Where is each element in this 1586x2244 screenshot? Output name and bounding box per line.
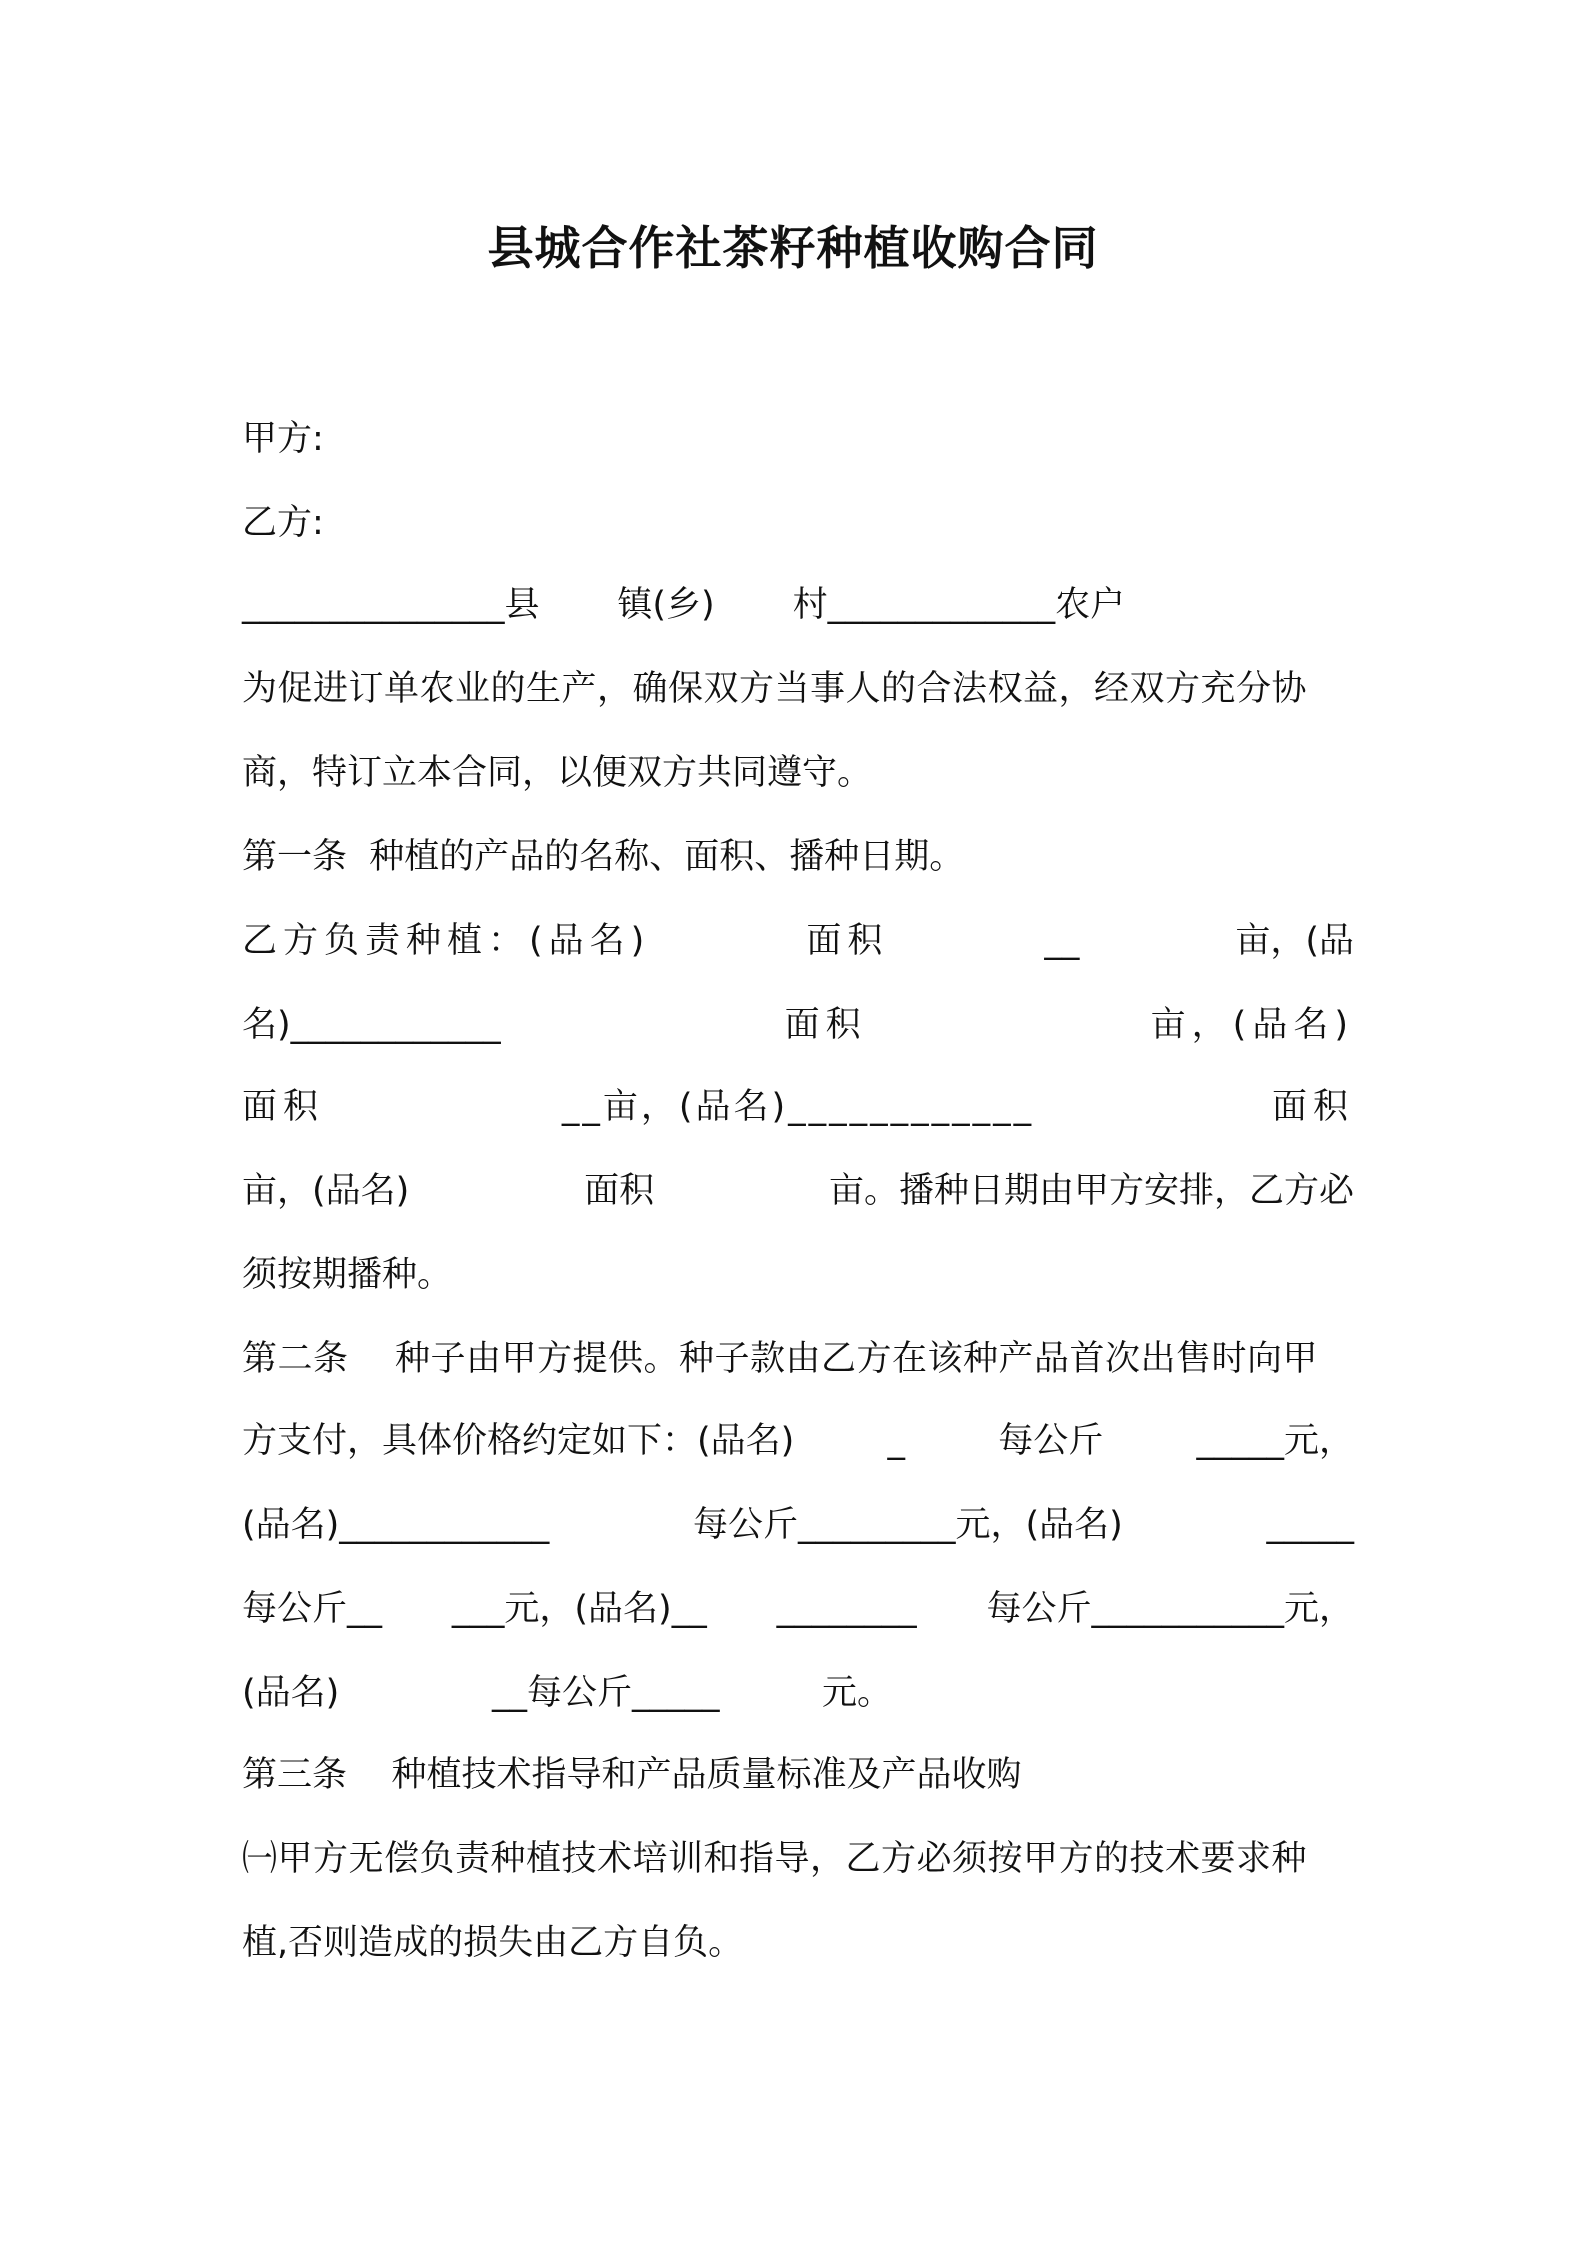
article-3-item-1-line-1: ㈠甲方无偿负责种植技术培训和指导，乙方必须按甲方的技术要求种 [242, 1839, 1308, 1879]
article-1-line-2-part: 名)____________ [242, 1005, 501, 1045]
article-1-line-4-part: 面积 [584, 1171, 655, 1211]
article-2-line-4-part: 每公斤__ [242, 1589, 383, 1629]
article-2-line-2-part: 每公斤 [998, 1421, 1104, 1461]
article-2-line-4-part: 每公斤___________元， [986, 1589, 1354, 1629]
article-1-line-1-part: 亩，(品 [1235, 921, 1354, 961]
party-b-label: 乙方: [242, 503, 324, 543]
article-1-line-3 [242, 1086, 1354, 1128]
article-2-line-3 [242, 1504, 1354, 1546]
article-2-line-2 [242, 1420, 1354, 1462]
article-2-line-5-part: __每公斤_____ [492, 1673, 720, 1713]
article-2-line-4-part: ___元，(品名)__ [451, 1589, 707, 1629]
article-2-line-1: 第二条 种子由甲方提供。种子款由乙方在该种产品首次出售时向甲 [242, 1339, 1319, 1379]
article-1-line-5: 须按期播种。 [242, 1255, 453, 1295]
document-title: 县城合作社茶籽种植收购合同 [487, 221, 1099, 275]
article-1-line-4-part: 亩。播种日期由甲方安排，乙方必 [828, 1171, 1354, 1211]
party-a-label: 甲方: [242, 419, 324, 459]
article-2-line-2-part: 方支付，具体价格约定如下：(品名) [242, 1421, 795, 1461]
article-2-line-3-part: (品名)____________ [242, 1505, 550, 1545]
article-1-line-4 [242, 1170, 1354, 1212]
article-2-line-5-part: 元。 [822, 1673, 893, 1713]
article-1-line-3-part: 面积 [242, 1087, 325, 1127]
article-1-line-1-part: 乙方负责种植：(品名) [242, 921, 651, 961]
article-2-line-4-part: ________ [776, 1589, 917, 1629]
article-2-line-5-part: (品名) [242, 1673, 340, 1713]
article-1-line-2-part: 亩，(品名) [1150, 1005, 1354, 1045]
article-1-heading: 第一条 种植的产品的名称、面积、播种日期。 [242, 837, 965, 877]
article-1-line-3-part: 面积 [1271, 1087, 1354, 1127]
article-1-line-1-part: __ [1044, 921, 1080, 961]
preamble-line-1: 为促进订单农业的生产，确保双方当事人的合法权益，经双方充分协 [242, 669, 1308, 709]
article-2-line-2-part: _ [887, 1421, 906, 1461]
address-line: _______________县 镇(乡) 村_____________农户 [242, 585, 1126, 625]
article-2-line-3-part: _____ [1266, 1505, 1354, 1545]
article-1-line-1-part: 面积 [806, 921, 889, 961]
article-1-line-3-part: __亩，(品名)____________ [561, 1087, 1035, 1127]
article-3-item-1-line-2: 植,否则造成的损失由乙方自负。 [242, 1923, 744, 1963]
article-1-line-2 [242, 1004, 1354, 1046]
article-3-heading: 第三条 种植技术指导和产品质量标准及产品收购 [242, 1755, 1022, 1795]
article-1-line-2-part: 面积 [784, 1005, 867, 1045]
article-2-line-2-part: _____元， [1196, 1421, 1354, 1461]
article-1-line-4-part: 亩，(品名) [242, 1171, 410, 1211]
article-2-line-5 [242, 1672, 1354, 1714]
article-1-line-1 [242, 920, 1354, 962]
preamble-line-2: 商，特订立本合同，以便双方共同遵守。 [242, 753, 873, 793]
article-2-line-4 [242, 1588, 1354, 1630]
article-2-line-3-part: 每公斤_________元，(品名) [693, 1505, 1123, 1545]
